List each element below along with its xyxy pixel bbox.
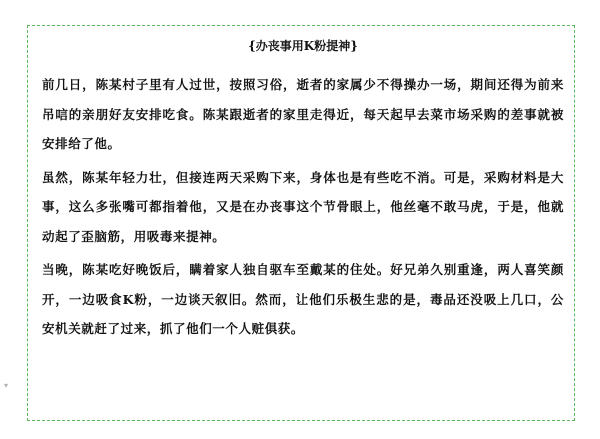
paragraph-1: 前几日，陈某村子里有人过世，按照习俗，逝者的家属少不得操办一场，期间还得为前来吊唁的亲朋好友安排吃食。陈某跟逝者的家里走得近，每天起早去菜市场采购的差事就被安排给了他。	[42, 77, 564, 151]
document-title: {办丧事用K粉提神}	[248, 39, 358, 53]
document-frame	[27, 25, 575, 421]
side-marker-icon: ▾	[4, 381, 9, 390]
paragraph-2: 虽然，陈某年轻力壮，但接连两天采购下来，身体也是有些吃不消。可是，采购材料是大事，这么多张嘴可都指着他，又是在办丧事这个节骨眼上，他丝毫不敢马虎，于是，他就动起了歪脑筋，用吸毒来提神。	[42, 169, 564, 244]
paragraph-3: 当晚，陈某吃好晚饭后，瞒着家人独自驱车至戴某的住处。好兄弟久别重逢，两人喜笑颜开，一边吸食K粉，一边谈天叙旧。然而，让他们乐极生悲的是，毒品还没吸上几口，公安机关就赶了过来，抓了他们一个人赃俱获。	[42, 262, 564, 336]
